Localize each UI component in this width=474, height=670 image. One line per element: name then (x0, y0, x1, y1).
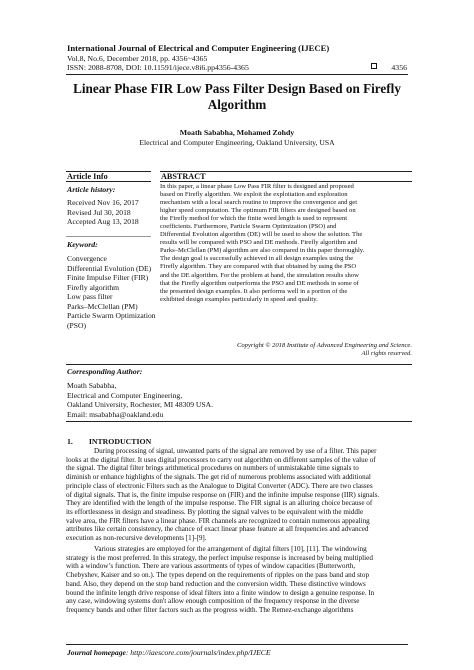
abstract-line: Firefly algorithm. They are compared with that obtained by using the PSO (160, 263, 357, 271)
corresponding-top-rule (66, 364, 412, 365)
keyword-item: Parks–McClellan (PM) (67, 301, 138, 311)
body-line: frequency bands and other filter factors such as the progress width. The Remez-exchange algorithms (66, 606, 354, 615)
body-line: its effortlessness in design and steadiness. By plotting the signal valves to be equivalent with the middle (66, 508, 364, 517)
keyword-separator (66, 236, 151, 237)
paper-authors: Moath Sababha, Mohamed Zohdy (179, 128, 295, 137)
journal-name: International Journal of Electrical and Computer Engineering (IJECE) (67, 43, 330, 53)
keyword-item: Low pass filter (67, 292, 113, 301)
body-line: execution as non-recursive developments [1]-[9]. (66, 534, 207, 543)
keyword-item: Firefly algorithm (67, 282, 120, 292)
journal-issn-row (67, 63, 407, 72)
body-line: strategy is the most preferred. In this strategy, the perfect impulse response is increased by being multiplied (66, 553, 373, 562)
footer-rule (66, 644, 408, 645)
paper-title-line-2: Algorithm (207, 97, 267, 112)
body-line: any case, windowing systems don't allow enough composition of the frequency response in the diverse (66, 597, 360, 606)
body-line: Chebyshev, Kaiser and so on.). The types depend on the requirements of ripples on the pass band and stop (66, 571, 370, 580)
abstract-bottom-rule (160, 181, 412, 182)
keyword-item: (PSO) (67, 320, 86, 330)
paper-title (60, 81, 414, 113)
history-received: Received Nov 16, 2017 (67, 198, 139, 207)
body-line: the signal. The digital filter brings arithmetical procedures on numbers of unmistakable time signals to (66, 464, 359, 473)
abstract-line: exhibited design examples particularly in speed and quality. (160, 295, 318, 303)
square-icon (371, 63, 377, 69)
keyword-heading: Keyword: (67, 240, 98, 249)
journal-issn: ISSN: 2088-8708, DOI: 10.11591/ijece.v8i6.pp4356-4365 (67, 63, 249, 72)
corresponding-bottom-rule (66, 421, 412, 422)
abstract-line: Differential Evolution algorithm (DE) will be used to show the solution. The (160, 231, 363, 239)
intro-paragraph-1 (66, 447, 409, 543)
body-line: bound the infinite length drive response of ideal filters into a finite window to design a genuine response. In (66, 588, 375, 597)
abstract-line: The design goal is successfully achieved in all design examples using the (160, 255, 354, 263)
history-revised: Revised Jul 30, 2018 (67, 207, 131, 217)
abstract-line: based on Firefly algorithm. We exploit the exploitation and exploration (160, 191, 348, 199)
body-line: with a window’s function. There are various assortments of types of window capacities (Butterworth, (66, 562, 356, 571)
keyword-item: Differential Evolution (DE) (67, 263, 152, 273)
abstract-line: results will be compared with PSO and DE methods. Firefly algorithm and (160, 239, 358, 247)
abstract-line: higher speed computation. The optimum FIR filters are designed based on (160, 207, 356, 215)
article-info-bottom-rule (66, 181, 151, 182)
article-history-list (67, 198, 139, 227)
abstract-line: Parks–McClellan (PM) algorithm are also compared in this paper thoroughly. (160, 247, 365, 255)
abstract-line: that the Firefly algorithm outperforms the PSO and DE methods in some of (160, 279, 359, 287)
header-rule (66, 74, 408, 75)
abstract-heading: ABSTRACT (161, 172, 206, 181)
journal-homepage (67, 648, 270, 657)
keyword-item: Finite Impulse Filter (FIR) (67, 273, 149, 282)
abstract-line: In this paper, a linear phase Low Pass FIR filter is designed and proposed (160, 183, 354, 190)
body-line: Various strategies are employed for the arrangement of digital filters [10], [11]. The windowing (94, 545, 367, 553)
footer-label: Journal homepage (67, 648, 126, 657)
page-number-group (371, 63, 407, 72)
copyright-line-2: All rights reserved. (361, 350, 412, 358)
page-number: 4356 (391, 63, 407, 72)
journal-volume: Vol.8, No.6, December 2018, pp. 4356~4365 (67, 54, 208, 63)
corresponding-address: Oakland University, Rochester, MI 48309 USA. (67, 400, 213, 409)
intro-paragraph-2 (66, 545, 409, 615)
abstract-line: mechanism with a local search routine to improve the convergence and get (160, 199, 358, 207)
section-title: INTRODUCTION (88, 437, 152, 446)
body-line: looks at the digital filter. It uses digital processors to carry out algorithm on different samples of the value of (66, 455, 376, 464)
keyword-item: Convergence (67, 254, 107, 263)
paper-title-line-1: Linear Phase FIR Low Pass Filter Design Based on Firefly (73, 81, 401, 96)
corresponding-email: Email: msababha@oakland.edu (67, 409, 164, 419)
body-line: valve area, the FIR filters have a linear phase. FIR channels are recognized to contain numerous appealing (66, 516, 370, 525)
corresponding-details (67, 381, 213, 419)
abstract-line: the Firefly method for which the finite word length is used to represent (160, 215, 348, 223)
article-history-heading: Article history: (67, 185, 116, 194)
body-line: During processing of signal, unwanted parts of the signal are removed by use of a filter. This paper (94, 447, 377, 455)
footer-url[interactable]: : http://iaescore.com/journals/index.php/IJECE (125, 648, 271, 657)
copyright-line-1: Copyright © 2018 Institute of Advanced Engineering and Science. (236, 342, 412, 349)
corresponding-dept: Electrical and Computer Engineering, (67, 390, 183, 400)
body-line: band. Also, they depend on the stop band reduction and the conversion width. These distinctive windows (66, 579, 366, 588)
section-number: 1. (67, 437, 73, 446)
body-line: attributes like certain consistency, the chance of exact linear phase feature at all frequencies and advanced (66, 525, 369, 534)
article-info-heading: Article Info (67, 172, 108, 181)
body-line: They are identified with the length of the impulse response. The FIR signal is an alluring choice because of (66, 499, 373, 508)
abstract-line: and the DE algorithm. For the problem at hand, the simulation results show (160, 271, 359, 279)
body-line: of digital signals. That is, the finite impulse response on (FIR) and the infinite impulse response (IIR) signals. (66, 490, 380, 499)
section-heading-introduction (67, 437, 151, 446)
history-accepted: Accepted Aug 13, 2018 (67, 217, 139, 226)
corresponding-heading: Corresponding Author: (67, 367, 143, 376)
body-line: diminish or enhance highlights of the signals. The get rid of numerous problems associated with additional (66, 473, 371, 482)
corresponding-name: Moath Sababha, (67, 381, 117, 390)
abstract-text (160, 183, 412, 304)
copyright-notice (160, 342, 412, 358)
keyword-item: Particle Swarm Optimization (67, 311, 156, 320)
abstract-line: coefficients. Furthermore, Particle Swarm Optimization (PSO) and (160, 223, 337, 231)
paper-affiliation: Electrical and Computer Engineering, Oakland University, USA (139, 138, 335, 147)
body-line: principle class of electronic Filters such as the Analogue to Digital Converter (ADC). There are two classes (66, 481, 373, 490)
abstract-line: the presented design examples. It also performs well in a portion of the (160, 287, 348, 295)
keyword-list (67, 254, 156, 330)
